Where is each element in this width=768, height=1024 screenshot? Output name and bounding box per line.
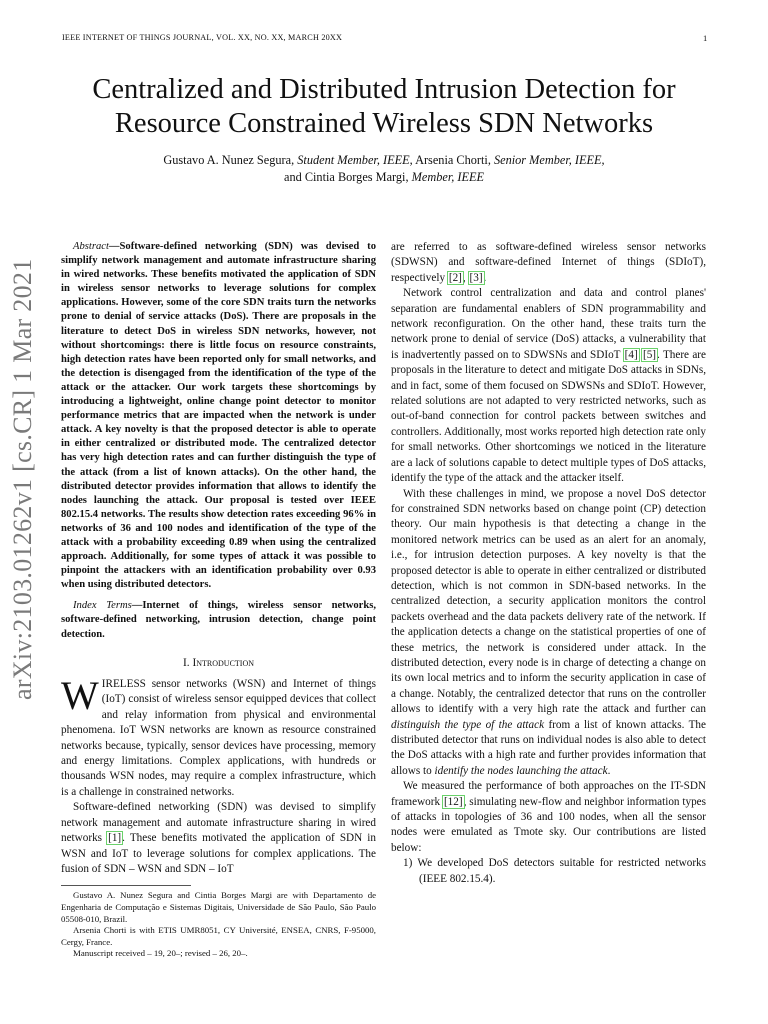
author-1-role: Student Member, IEEE, (297, 153, 413, 167)
right-p0-text: are referred to as software-defined wireless sensor networks (SDWSN) and software-defined Internet of things (SDIoT), respectively (391, 241, 706, 284)
right-p3-text-a: We measured the performance of both approaches on the IT-SDN framework (391, 780, 706, 808)
author-3-role: Member, IEEE (411, 170, 485, 184)
footnote-affiliation-1: Gustavo A. Nunez Segura and Cintia Borges Margi are with Departamento de Engenharia de Computação e Sistemas Digitais, Universidade de São Paulo, São Paulo 05508-010, Brazil. (61, 890, 376, 924)
author-2: Arsenia Chorti, (415, 153, 491, 167)
running-header: IEEE INTERNET OF THINGS JOURNAL, VOL. XX, NO. XX, MARCH 20XX (62, 33, 343, 42)
emphasis-text: identify the nodes launching the attack (434, 764, 608, 777)
author-list (40, 152, 728, 186)
contribution-list-item: 1) We developed DoS detectors suitable for restricted networks (IEEE 802.15.4). (403, 857, 706, 885)
period: . (483, 271, 487, 284)
intro-p1-text: sensor networks (WSN) and Internet of things (IoT) consist of wireless sensor equipped devices that collect and relay information from physical and environmental phenomena. IoT WSN networks are known as resource constrained networks because, typically, sensor devices have processing, memory and energy limitations. Complex applications, with hundreds or thousands WSN nodes, may require a complex infrastructure, which is a challenge in constrained networks. (61, 678, 376, 798)
author-1: Gustavo A. Nunez Segura, (163, 153, 295, 167)
index-terms-lead: Index Terms (73, 600, 132, 612)
paper-title: Centralized and Distributed Intrusion Detection for Resource Constrained Wireless SDN Networks (92, 74, 676, 139)
section-heading-introduction: I. Introduction (182, 656, 255, 669)
citation-link[interactable]: [3] (469, 271, 483, 284)
drop-cap: W (61, 673, 99, 719)
footnote-affiliation-2: Arsenia Chorti is with ETIS UMR8051, CY Université, ENSEA, CNRS, F-95000, Cergy, France. (61, 925, 376, 947)
abstract-lead: Abstract (73, 241, 109, 252)
index-terms (61, 599, 376, 641)
right-p2-text-a: With these challenges in mind, we propose a novel DoS detector for constrained SDN networks based on change point (CP) detection theory. Our main hypothesis is that detecting a change in the monitored network metrics can be used as an alert for an anomaly, i.e., for intrusion detection purposes. A key novelty is that the proposed detector is able to operate in either centralized or distributed detection, which is not common in SDN-based networks. In the centralized detection, a security application monitors the control packets overhead and the data packets delivery rate of the network. If the application detects a change on the statistical properties of one of these metrics, the network is considered under attack. In the distributed detection, every node is in charge of detecting a change on its own local metrics and to inform the security application in case of a change. Notably, the centralized detector that runs on the controller allows to identify with a very high rate the attack and further can (391, 487, 706, 716)
right-p1-text-a: Network control centralization and data and control planes' separation are fundamental enablers of SDN programmability and network reconfiguration. On the other hand, these traits turn the network prone to denial of service (DoS) attacks, a vulnerability that is inadvertently passed on to SDWSNs and SDIoT (391, 287, 706, 361)
citation-link[interactable]: [5] (642, 348, 657, 361)
arxiv-stamp: arXiv:2103.01262v1 [cs.CR] 1 Mar 2021 (8, 258, 37, 700)
citation-link[interactable]: [12] (443, 795, 463, 808)
left-column (61, 240, 376, 960)
right-p2-text-b: from a list of known attacks. The distributed detector that runs on individual nodes is also able to detect the DoS attacks with a high rate and further provides information that allows to (391, 718, 706, 777)
intro-paragraph-1 (61, 673, 376, 800)
right-column (391, 240, 706, 887)
abstract-text: —Software-defined networking (SDN) was devised to simplify network management and automate infrastructure sharing in wired networks. These benefits motivated the application of SDN in wireless sensor networks to leverage solutions for complex applications. However, some of the core SDN traits turn the networks prone to denial of service attacks (DoS). There are proposals in the literature to detect DoS in wireless SDN networks, however, not without shortcomings: there is little focus on resource constraints, high detection rates have been reported only for small networks, and the detection is disengaged from the identification of the type of the attack or the attacker. Our work targets these shortcomings by introducing a lightweight, online change point detector to monitor performance metrics that are impacted when the network is under attack. A key novelty is that the proposed detector is able to operate in either centralized or distributed mode. The centralized detector has very high detection rates and can further distinguish the type of the attack (from a list of known attacks). On the other hand, the distributed detector provides information that allows to identify the nodes launching the attack. Our proposal is tested over IEEE 802.15.4 networks. The results show detection rates exceeding 96% in networks of 36 and 100 nodes and identification of the type of the attack with a probability exceeding 0.89 when using the centralized approach. Additionally, for some types of attack it was possible to pinpoint the attackers with an identification probability over 0.93 when using distributed detectors. (61, 241, 376, 591)
emphasis-text: distinguish the type of the attack (391, 718, 545, 731)
citation-link[interactable]: [4] (624, 348, 638, 361)
intro-p2-text-a: Software-defined networking (SDN) was devised to simplify network management and automate infrastructure sharing in wired networks (61, 801, 376, 845)
footnote-manuscript: Manuscript received – 19, 20–; revised – 26, 20–. (73, 948, 248, 959)
right-paragraph-3 (391, 779, 706, 856)
intro-p2-text-b: . These benefits motivated the application of SDN in WSN and IoT to leverage solutions for complex applications. The fusion of SDN – WSN and SDN – IoT (61, 832, 376, 875)
right-paragraph-1 (391, 286, 706, 486)
index-terms-text: —Internet of things, wireless sensor networks, software-defined networking, intrusion detection, change point detection. (61, 600, 376, 640)
citation-link[interactable]: [1] (108, 832, 122, 845)
period: . (607, 764, 611, 777)
author-2-role: Senior Member, IEEE, (493, 153, 605, 167)
right-paragraph-2 (391, 487, 706, 780)
abstract (61, 240, 376, 592)
right-p3-text-b: , simulating new-flow and neighbor information types of attacks in topologies of 36 and 100 nodes, when all the sensor nodes were emulated as Tmote sky. Our contributions are listed below: (391, 795, 706, 854)
page-number: 1 (703, 33, 708, 43)
author-3: and Cintia Borges Margi, (283, 170, 409, 184)
separator: , (462, 271, 469, 284)
right-paragraph-0 (391, 240, 706, 286)
citation-link[interactable]: [2] (448, 271, 462, 284)
right-p1-text-b: . There are proposals in the literature to detect and mitigate DoS attacks in SDNs, and in fact, some of them focused on SDWSNs and SDIoT. However, related solutions are not adapted to very restricted networks, such as out-of-band connection for control packets between switches and controllers. Additionally, most works reported high detection rate only for small networks. Other shortcomings we noticed in the literature are a lack of solutions capable to detect multiple types of DoS attacks, identify the type of the attack and the attacker itself. (391, 348, 706, 485)
intro-first-word: IRELESS (101, 678, 146, 691)
intro-paragraph-2 (61, 800, 376, 877)
footnote-rule (61, 885, 191, 886)
